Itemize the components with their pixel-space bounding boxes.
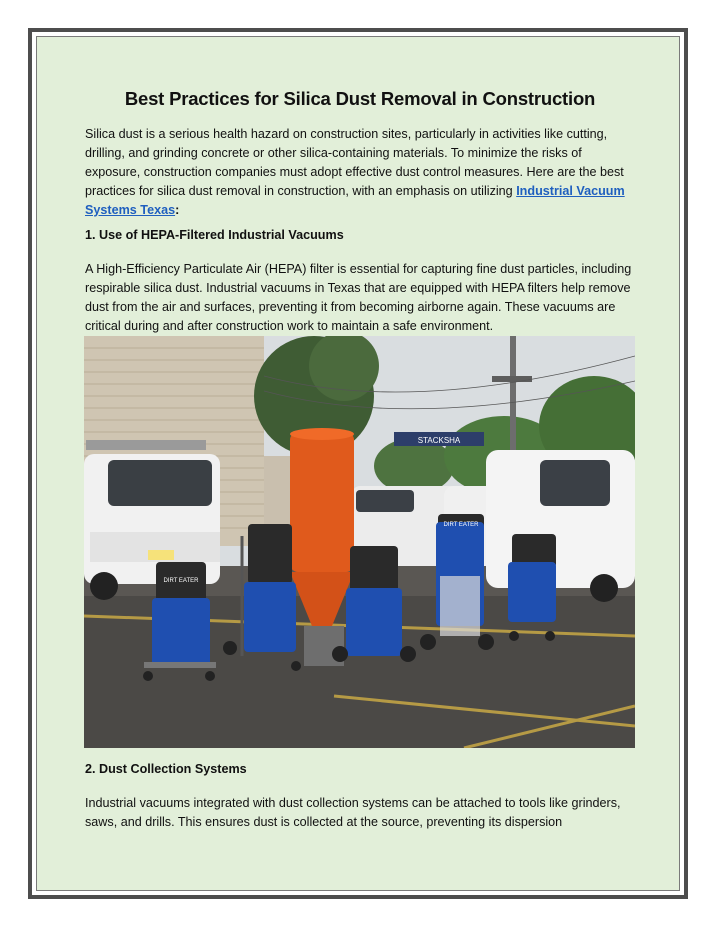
vacuum-brand-label: DIRT EATER bbox=[163, 578, 199, 584]
store-sign-text: STACKSHA bbox=[417, 436, 461, 445]
intro-text: Silica dust is a serious health hazard on construction sites, particularly in activities like cutting, drilling, and grinding concrete or other silica-containing materials. To minimize the risks of exposure, construction companies must adopt effective dust control measures. Here are the best practices for silica dust removal in construction, with an emphasis on utilizing bbox=[85, 127, 624, 198]
document-content-lower bbox=[85, 760, 635, 832]
page-title: Best Practices for Silica Dust Removal in Construction bbox=[124, 88, 596, 109]
section-2-heading: 2. Dust Collection Systems bbox=[85, 762, 247, 776]
section-1-heading: 1. Use of HEPA-Filtered Industrial Vacuums bbox=[85, 228, 344, 242]
intro-paragraph bbox=[85, 125, 635, 219]
vacuum-brand-label: DIRT EATER bbox=[443, 522, 479, 528]
section-1-paragraph: A High-Efficiency Particulate Air (HEPA) filter is essential for capturing fine dust particles, including respirable silica dust. Industrial vacuums in Texas that are equipped with HEPA filters help remove dust from the air and surfaces, preventing it from becoming airborne again. These vacuums are critical during and after construction work to maintain a safe environment. bbox=[85, 262, 632, 333]
document-content bbox=[85, 85, 635, 336]
industrial-vacuum-link[interactable]: Industrial Vacuum Systems Texas bbox=[85, 184, 625, 217]
section-2-paragraph: Industrial vacuums integrated with dust collection systems can be attached to tools like grinders, saws, and drills. This ensures dust is collected at the source, preventing its dispersion bbox=[85, 796, 621, 829]
intro-colon: : bbox=[175, 203, 180, 217]
vacuum-photo bbox=[84, 336, 635, 748]
